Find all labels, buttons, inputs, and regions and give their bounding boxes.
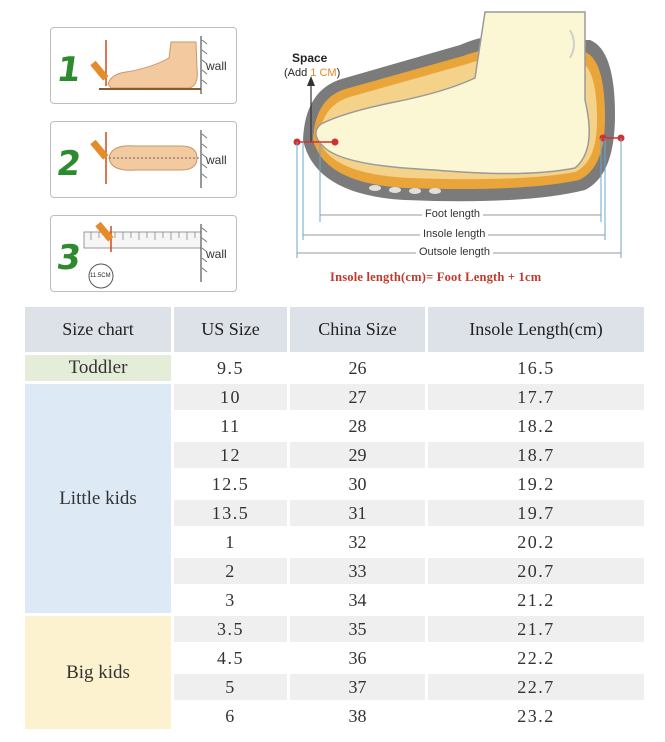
insole-length-cell: 21.2	[428, 587, 644, 613]
step-number: 2	[54, 144, 84, 184]
step-number: 3	[54, 238, 84, 278]
china-size-cell: 30	[290, 471, 425, 497]
china-size-cell: 34	[290, 587, 425, 613]
wall-label: wall	[206, 153, 227, 167]
insole-length-cell: 17.7	[428, 384, 644, 410]
category-little-kids: Little kids	[25, 384, 171, 613]
us-size-cell: 9.5	[174, 355, 287, 381]
us-size-cell: 13.5	[174, 500, 287, 526]
china-size-cell: 37	[290, 674, 425, 700]
insole-length-cell: 18.2	[428, 413, 644, 439]
header-size-chart: Size chart	[25, 307, 171, 352]
wall-label: wall	[206, 59, 227, 73]
header-us-size: US Size	[174, 307, 287, 352]
step-3-card	[50, 215, 237, 292]
table-header-row	[25, 307, 644, 352]
insole-length-cell: 20.2	[428, 529, 644, 555]
outsole-length-label: Outsole length	[416, 246, 493, 258]
table-row	[25, 355, 644, 381]
china-size-cell: 38	[290, 703, 425, 729]
insole-length-cell: 21.7	[428, 616, 644, 642]
step-2-card	[50, 121, 237, 198]
category-toddler: Toddler	[25, 355, 171, 381]
china-size-cell: 28	[290, 413, 425, 439]
china-size-cell: 31	[290, 500, 425, 526]
header-china-size: China Size	[290, 307, 425, 352]
foot-length-label: Foot length	[422, 208, 483, 220]
measurement-illustration	[0, 0, 665, 298]
insole-length-cell: 16.5	[428, 355, 644, 381]
china-size-cell: 36	[290, 645, 425, 671]
china-size-cell: 35	[290, 616, 425, 642]
insole-length-cell: 22.2	[428, 645, 644, 671]
step-number: 1	[54, 50, 84, 90]
category-big-kids: Big kids	[25, 616, 171, 729]
us-size-cell: 12	[174, 442, 287, 468]
china-size-cell: 33	[290, 558, 425, 584]
us-size-cell: 10	[174, 384, 287, 410]
insole-length-cell: 20.7	[428, 558, 644, 584]
table-row	[25, 616, 644, 642]
china-size-cell: 26	[290, 355, 425, 381]
wall-label: wall	[206, 247, 227, 261]
us-size-cell: 1	[174, 529, 287, 555]
header-insole-length: Insole Length(cm)	[428, 307, 644, 352]
space-add-note: (Add 1 CM)	[284, 67, 341, 79]
insole-length-cell: 19.2	[428, 471, 644, 497]
us-size-cell: 3.5	[174, 616, 287, 642]
insole-formula: Insole length(cm)= Foot Length + 1cm	[330, 270, 542, 284]
size-chart-table-wrap	[22, 304, 644, 732]
insole-length-cell: 22.7	[428, 674, 644, 700]
ruler-reading: 11.5CM	[90, 273, 111, 279]
us-size-cell: 3	[174, 587, 287, 613]
table-row	[25, 384, 644, 410]
china-size-cell: 27	[290, 384, 425, 410]
us-size-cell: 4.5	[174, 645, 287, 671]
space-label: Space	[292, 51, 328, 65]
insole-length-cell: 19.7	[428, 500, 644, 526]
us-size-cell: 6	[174, 703, 287, 729]
step-1-card	[50, 27, 237, 104]
us-size-cell: 12.5	[174, 471, 287, 497]
china-size-cell: 32	[290, 529, 425, 555]
insole-length-cell: 18.7	[428, 442, 644, 468]
size-chart-table	[22, 304, 647, 732]
insole-length-label: Insole length	[420, 228, 488, 240]
insole-length-cell: 23.2	[428, 703, 644, 729]
us-size-cell: 2	[174, 558, 287, 584]
china-size-cell: 29	[290, 442, 425, 468]
us-size-cell: 11	[174, 413, 287, 439]
us-size-cell: 5	[174, 674, 287, 700]
